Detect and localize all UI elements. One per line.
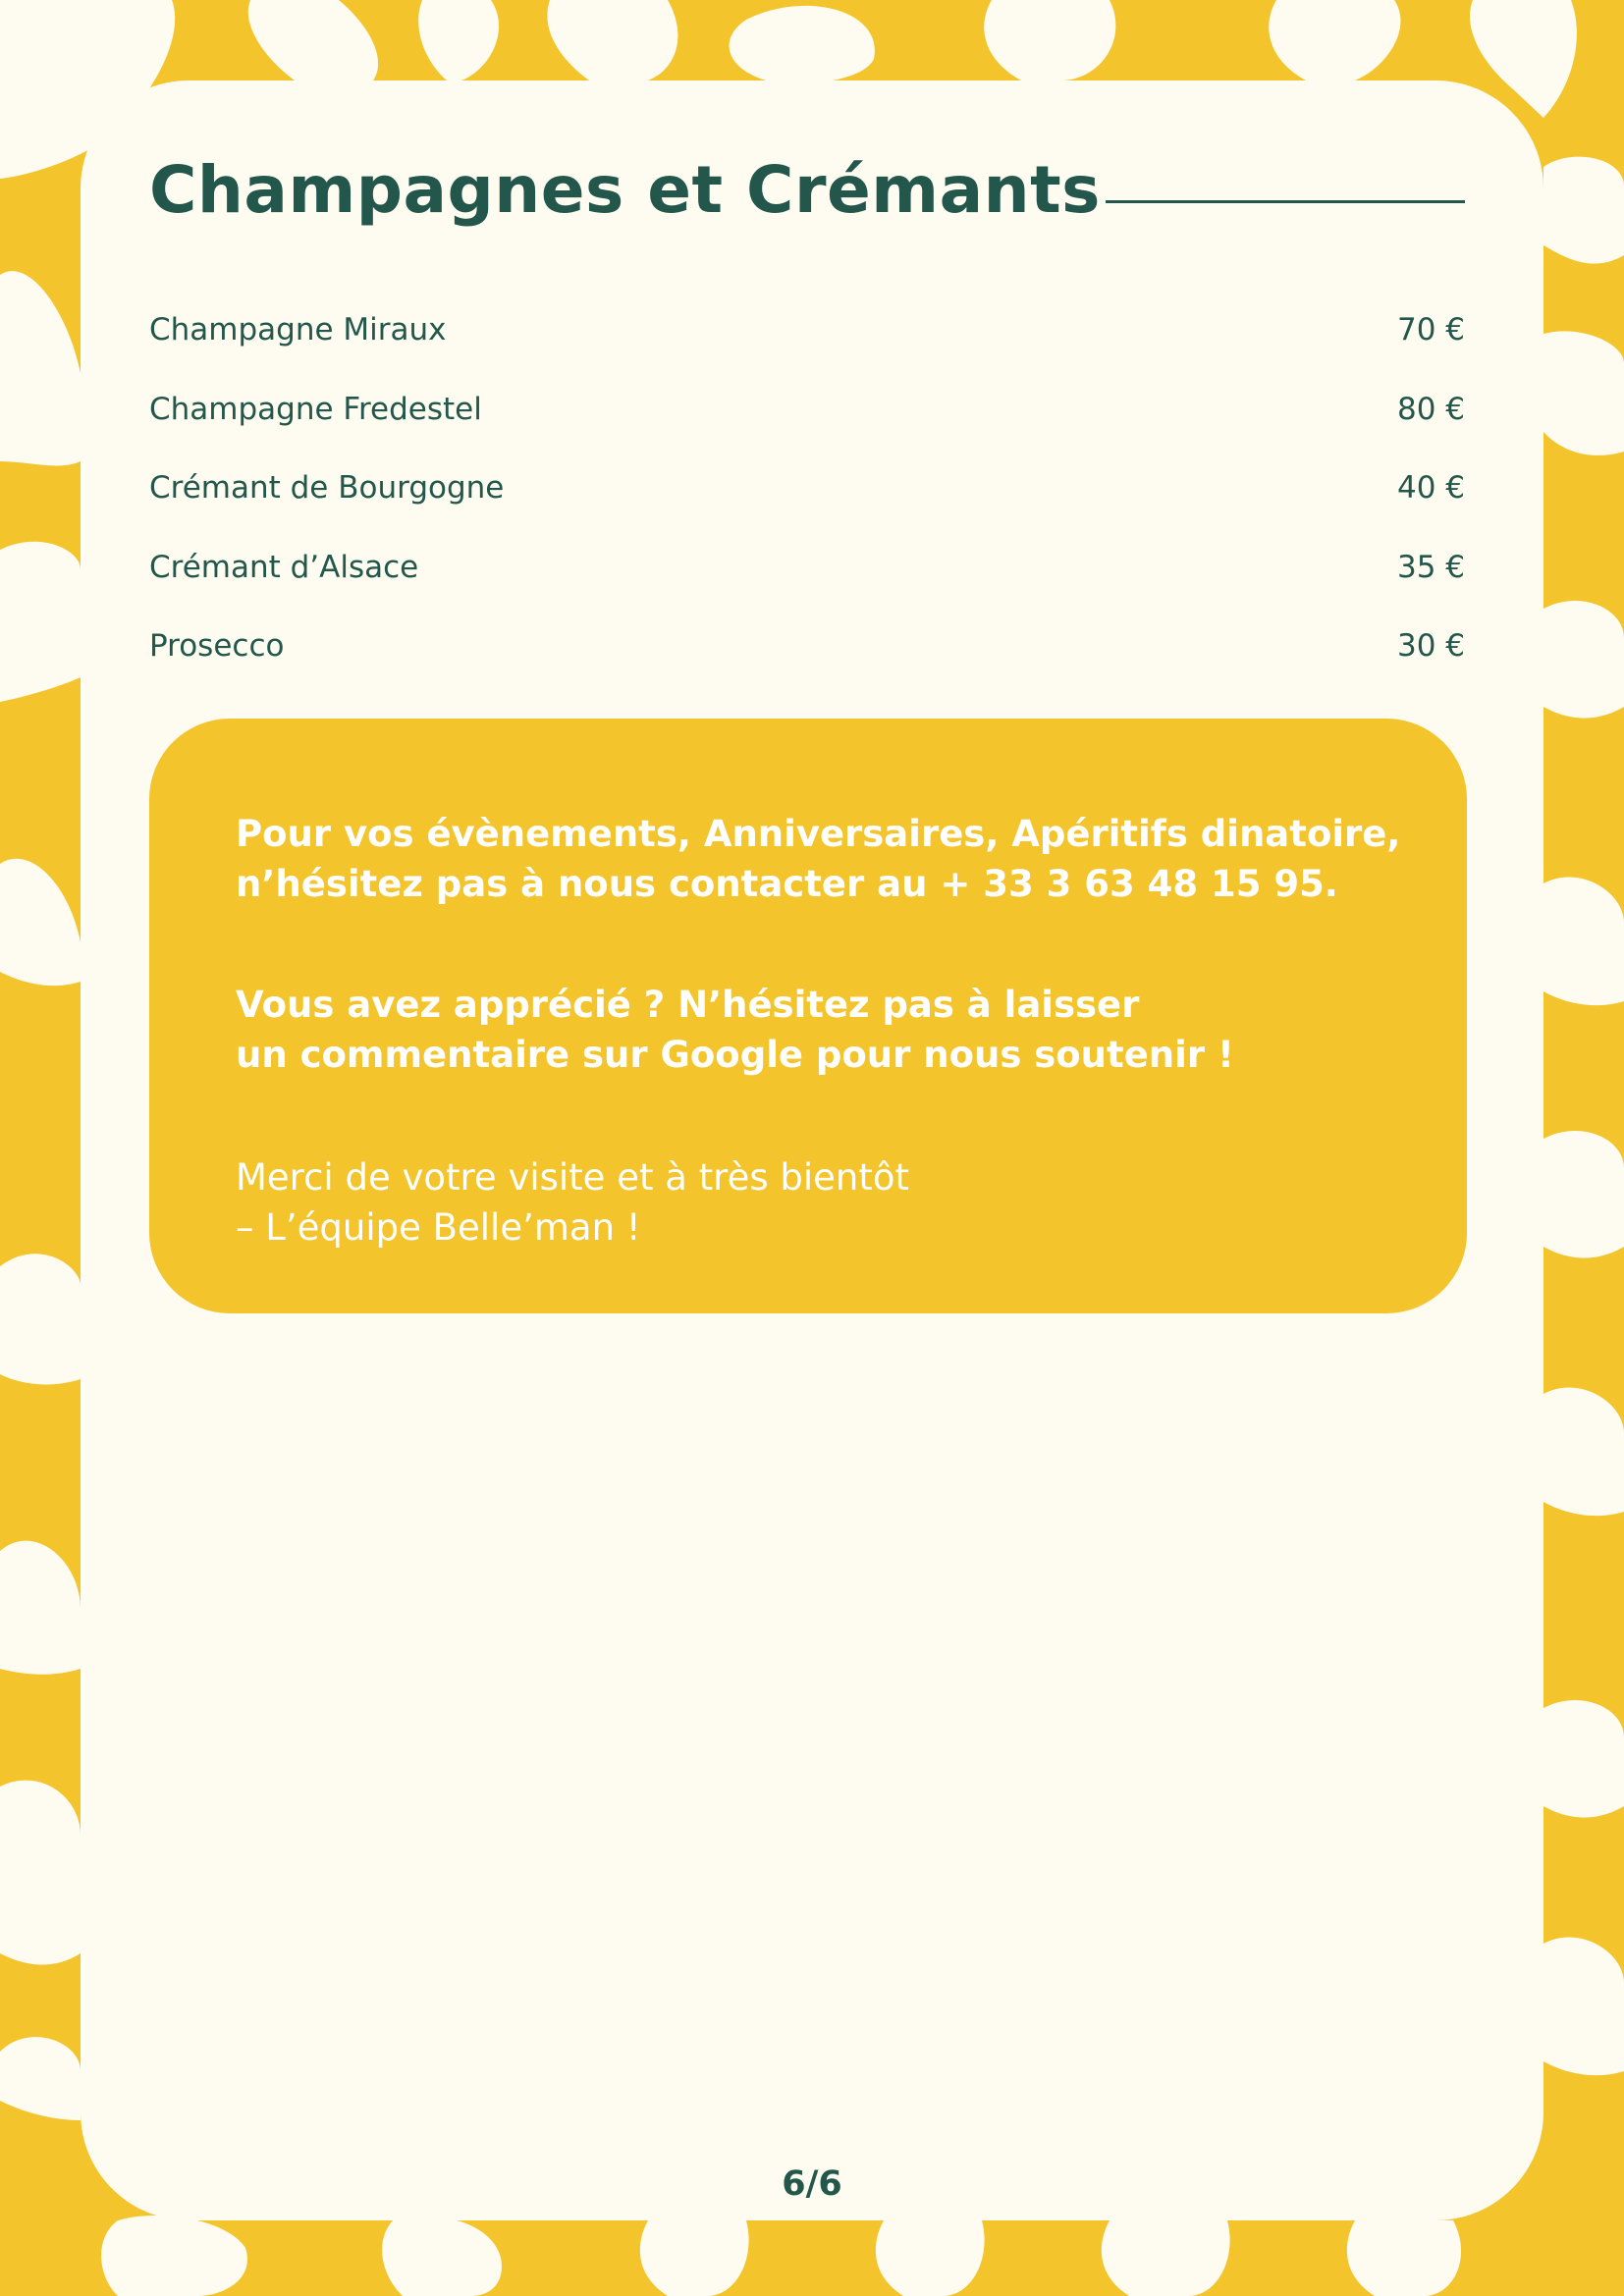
item-price: 35 € [1396,549,1465,585]
item-name: Prosecco [149,628,285,665]
item-price: 30 € [1396,628,1465,665]
section-title: Champagnes et Crémants [149,152,1101,228]
item-name: Crémant d’Alsace [149,549,419,585]
page-number: 6/6 [782,2164,842,2204]
list-item [149,370,1465,450]
review-line-1: Vous avez apprécié ? N’hésitez pas à laisser [236,984,1140,1026]
list-item [149,528,1465,608]
events-contact-text [236,809,1428,909]
events-line-2: n’hésitez pas à nous contacter au + 33 3 63 48 15 95. [236,863,1338,905]
events-line-1: Pour vos évènements, Anniversaires, Apéritifs dinatoire, [236,813,1401,855]
list-item [149,449,1465,528]
list-item [149,607,1465,686]
thanks-line-1: Merci de votre visite et à très bientôt [236,1156,910,1199]
item-price: 40 € [1396,470,1465,507]
list-item [149,291,1465,370]
title-divider [1106,200,1465,203]
item-name: Crémant de Bourgogne [149,470,505,507]
item-price: 70 € [1396,312,1465,348]
wine-list [149,291,1465,686]
thanks-line-2: – L’équipe Belle’man ! [236,1206,641,1249]
review-request-text [236,980,1428,1080]
item-price: 80 € [1396,391,1465,427]
item-name: Champagne Fredestel [149,391,482,427]
thanks-text [236,1152,1428,1253]
info-box [149,719,1467,1313]
item-name: Champagne Miraux [149,312,447,348]
review-line-2: un commentaire sur Google pour nous soutenir ! [236,1034,1234,1076]
